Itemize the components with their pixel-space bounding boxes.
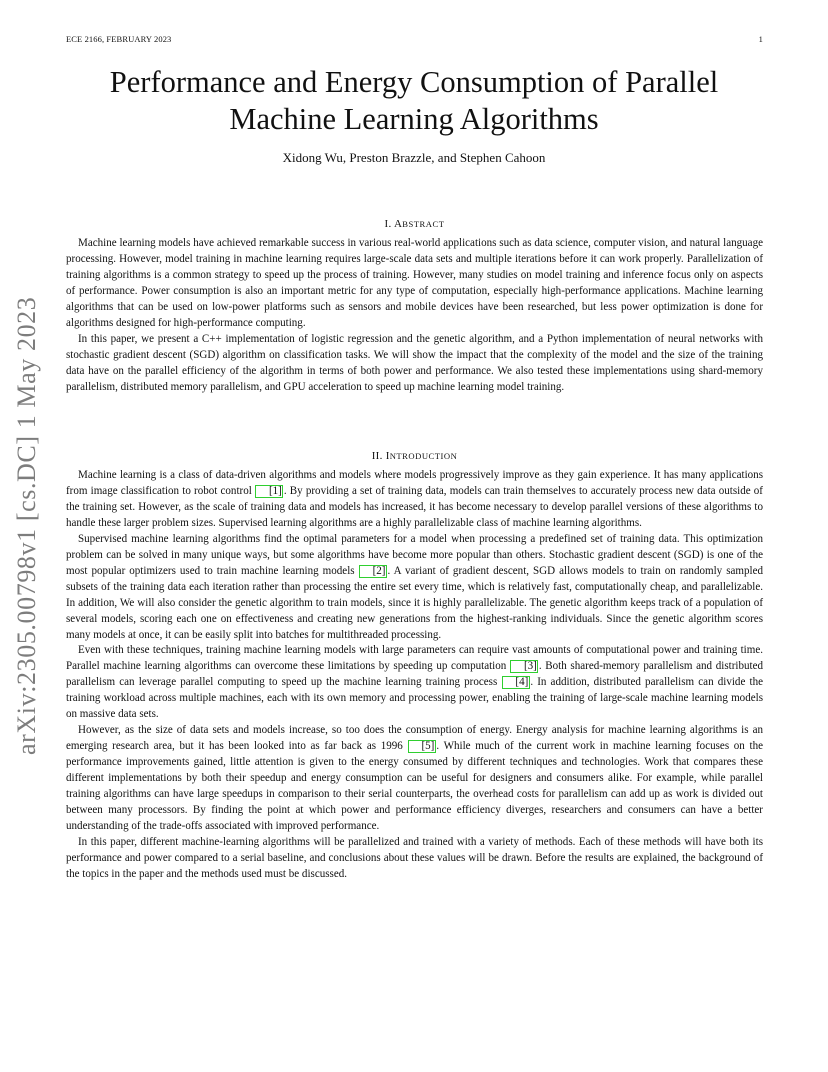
citation-link[interactable]: [2]	[359, 565, 387, 578]
introduction-heading-rest: NTRODUCTION	[389, 451, 458, 461]
abstract-heading-initial: A	[394, 218, 403, 230]
citation-link[interactable]: [5]	[408, 740, 436, 753]
introduction-paragraph	[66, 468, 763, 532]
citation-link[interactable]: [1]	[255, 485, 283, 498]
page-number: 1	[758, 34, 763, 44]
introduction-heading-initial: I	[385, 450, 390, 462]
citation-link[interactable]: [3]	[510, 660, 538, 673]
introduction-paragraph	[66, 532, 763, 644]
paragraph-text: Even with these techniques, training machine learning models with large parameters can require vast amounts of computational power and training time. Parallel machine learning algorithms can overcome these limitations by speeding up computation	[66, 644, 763, 673]
introduction-paragraph	[66, 643, 763, 723]
paragraph-text: . In addition, distributed parallelism can divide the training workload across multiple machines, each with its own memory and processing power, enabling the training of large-scale machine learning models on massive data sets.	[66, 676, 764, 721]
paragraph-text: . A variant of gradient descent, SGD allows models to train on randomly sampled subsets of the training data each iteration rather than processing the entire set every time, which is relatively fast, computationally cheap, and parallelizable. In addition, We will also consider the genetic algorithm to train models, since it is highly parallelizable. The genetic algorithm keeps track of a population of several models, scoring each one on effectiveness and creating new generations from the highest-ranking individuals. Since the genetic algorithm scores many models at once, it can be easily split into batches for multithreaded processing.	[66, 564, 764, 641]
introduction-paragraph	[66, 723, 763, 835]
abstract-paragraph: In this paper, we present a C++ implementation of logistic regression and the genetic algorithm, and a Python implementation of neural networks with stochastic gradient descent (SGD) algorithm on classification tasks. We will show the impact that the complexity of the model and the size of the training data have on the parallel efficiency of the algorithm in terms of both power and performance. We also tested these implementations using shard-memory parallelism, distributed memory parallelism, and GPU acceleration to speed up machine learning model training.	[66, 332, 763, 393]
abstract-paragraph: Machine learning models have achieved remarkable success in various real-world applications such as data science, computer vision, and natural language processing. However, model training in machine learning requires large-scale data sets and multiple iterations before it can work properly. Parallelization of training algorithms is a common strategy to speed up the process of training. However, many studies on model training and inference focus only on aspects of performance. Power consumption is also an important metric for any type of computation, especially high-performance applications. Machine learning algorithms that can be used on low-power platforms such as sensors and mobile devices have been researched, but less power optimization is done for algorithms designed for high-performance computing.	[66, 237, 763, 329]
paragraph-text: Supervised machine learning algorithms find the optimal parameters for a model when processing a predefined set of training data. This optimization problem can be solved in many unique ways, but some algorithms have become more popular than others. Stochastic gradient descent (SGD) is one of the most popular optimizers used to train machine learning models	[66, 532, 763, 577]
introduction-numeral: II.	[371, 450, 386, 462]
abstract-numeral: I.	[384, 218, 395, 230]
introduction-paragraph: In this paper, different machine-learning algorithms will be parallelized and trained with a variety of methods. Each of these methods will have both its performance and power compared to a serial baseline, and conclusions about these values will be drawn. Before the results are explained, the background of the topics in the paper and the methods used must be discussed.	[66, 835, 763, 880]
running-head-title: ECE 2166, FEBRUARY 2023	[66, 34, 172, 44]
paragraph-text: . By providing a set of training data, models can train themselves to accurately process new data outside of the training set. However, as the scale of training data and models has increased, it has become necessary to develop parallel versions of these algorithms to handle these larger problem sizes. Supervised learning algorithms are a highly parallelizable class of machine learning algorithms.	[66, 484, 763, 529]
introduction-heading	[66, 449, 763, 463]
paragraph-text: . While much of the current work in machine learning focuses on the performance improvements gained, little attention is given to the energy consumed by different techniques and technologies. Work that compares these different implementations by both their speedup and energy consumption can be useful for designers and consumers alike. For example, while parallel training algorithms can have large speedups in comparison to their serial counterparts, the overhead costs for parallelism can add up as work is divided out between many processors. By finding the point at which power and performance efficiency diverges, researchers and consumers can have a better understanding of the trade-offs associated with improved performance.	[66, 740, 763, 832]
paper-title: Performance and Energy Consumption of Parallel Machine Learning Algorithms	[109, 65, 719, 136]
introduction-body	[66, 468, 763, 883]
paragraph-text: . Both shared-memory parallelism and distributed parallelism can leverage parallel computing to speed up the machine learning training process	[66, 660, 763, 689]
abstract-heading	[66, 217, 763, 231]
author-list: Xidong Wu, Preston Brazzle, and Stephen Cahoon	[282, 150, 546, 165]
arxiv-identifier: arXiv:2305.00798v1 [cs.DC] 1 May 2023	[12, 296, 41, 755]
citation-link[interactable]: [4]	[502, 676, 530, 689]
running-head	[66, 34, 763, 46]
abstract-body	[66, 236, 763, 396]
paragraph-text: However, as the size of data sets and models increase, so too does the consumption of energy. Energy analysis for machine learning algorithms is an emerging research area, but it has been looked into as far back as 1996	[66, 724, 763, 753]
paragraph-text: Machine learning is a class of data-driven algorithms and models where models progressively improve as they gain experience. It has many applications from image classification to robot control	[66, 469, 763, 497]
abstract-heading-rest: BSTRACT	[402, 219, 445, 229]
